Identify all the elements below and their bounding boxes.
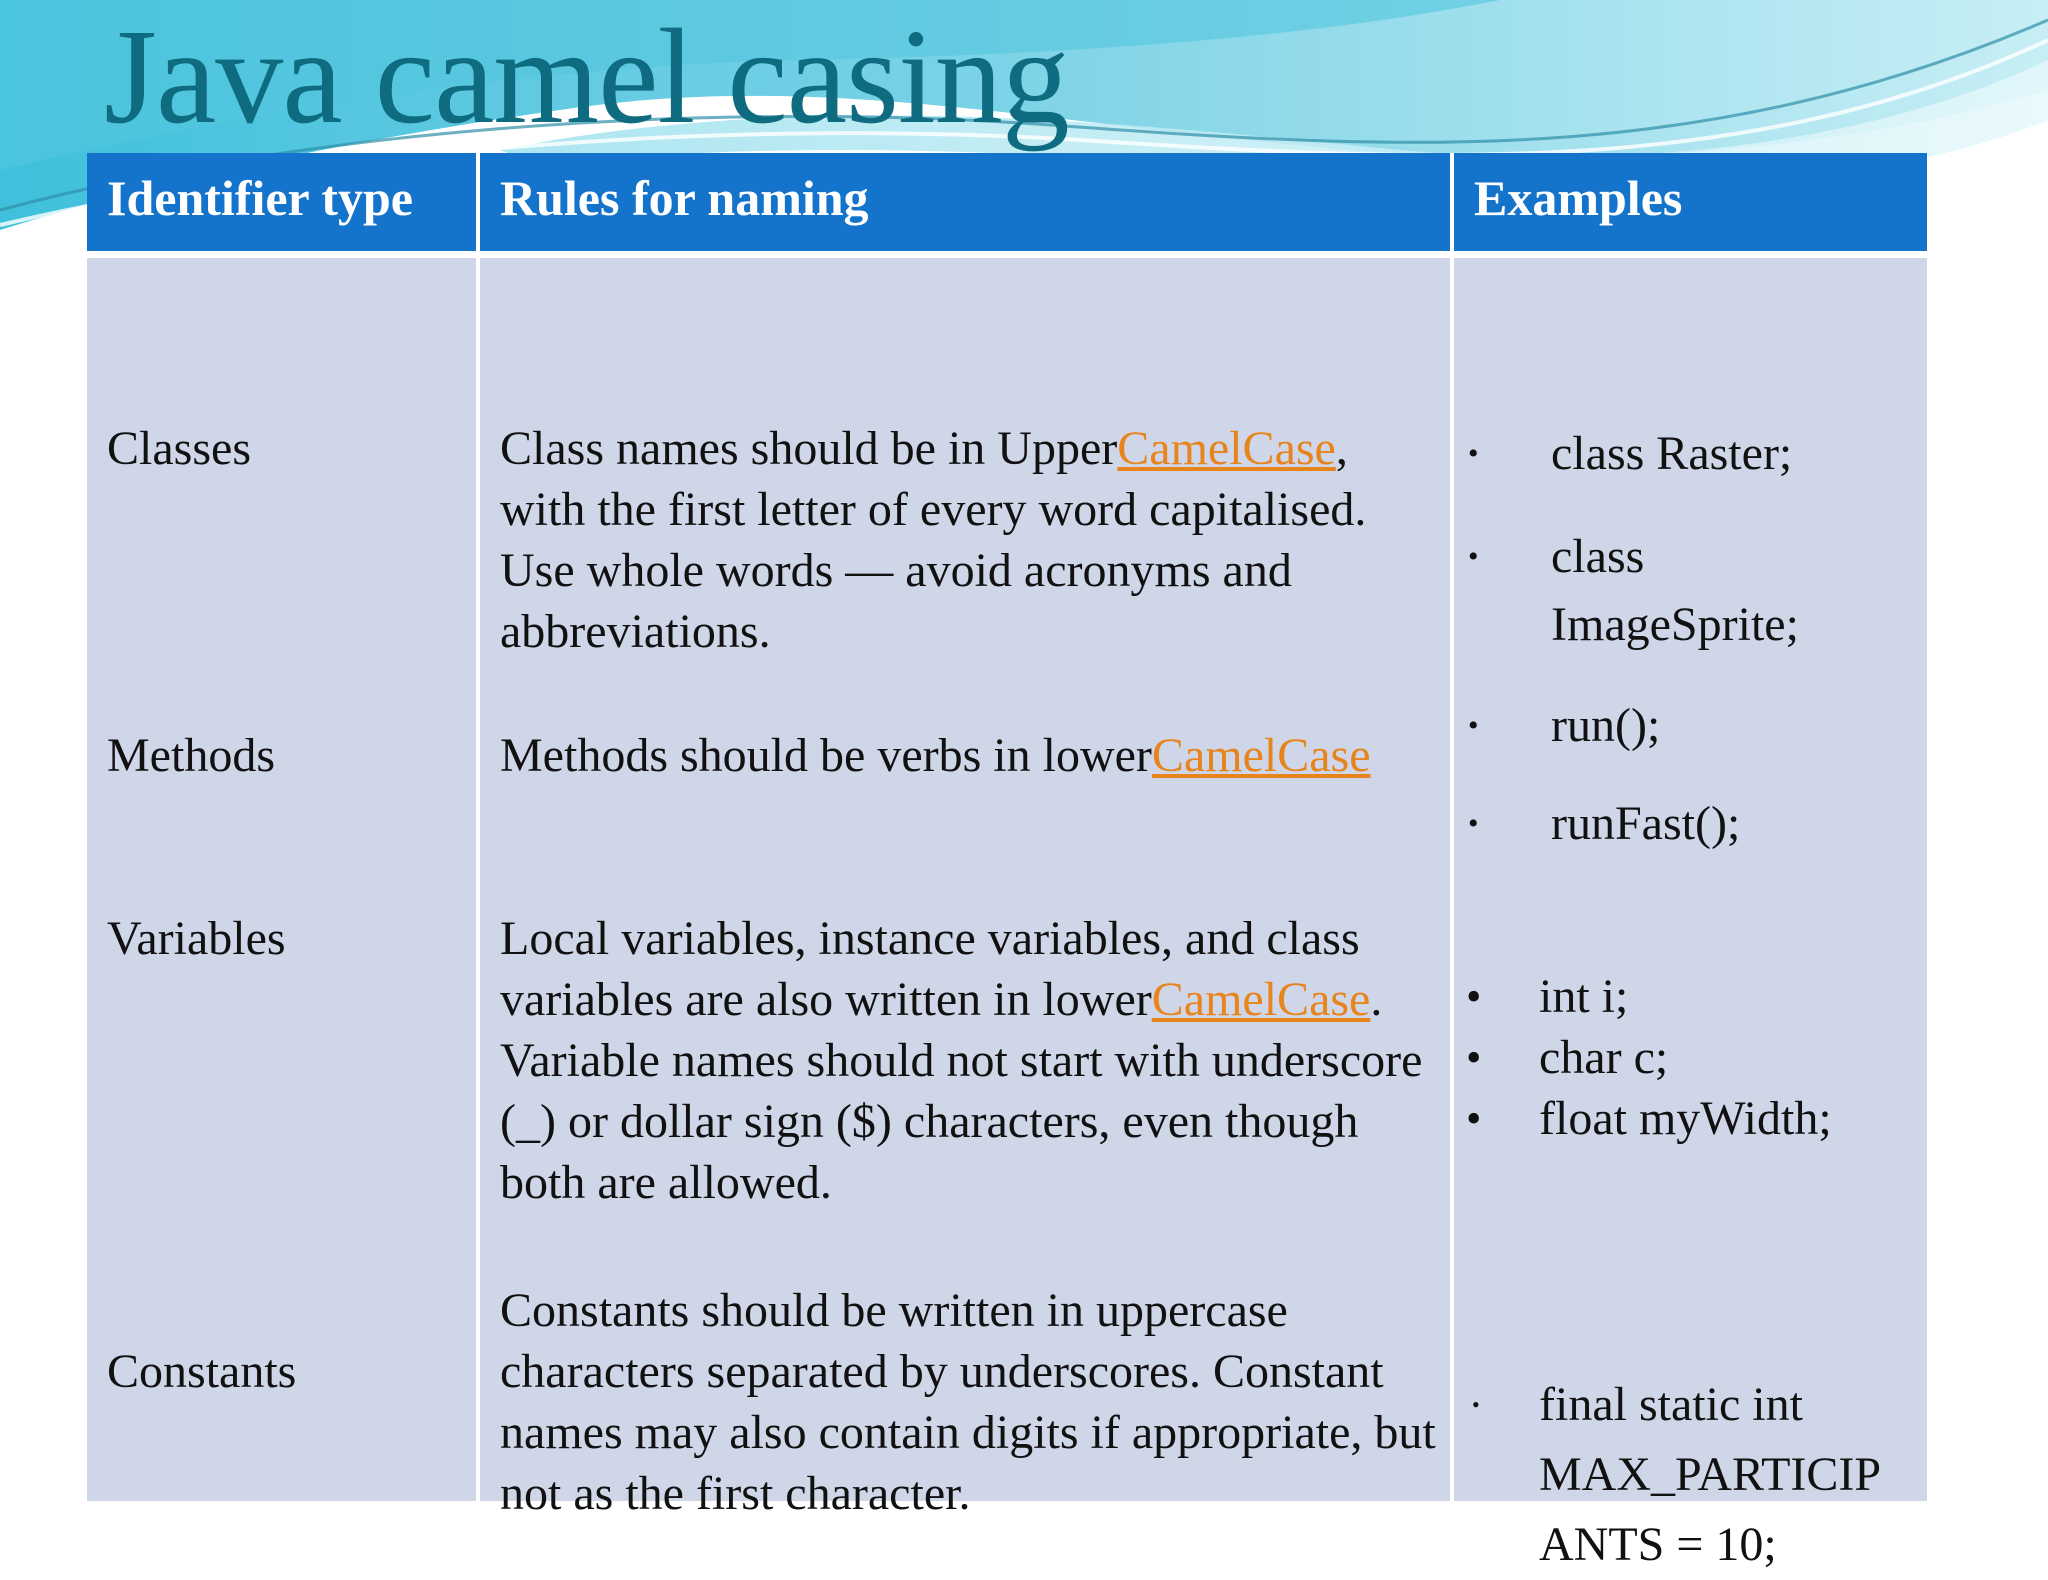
rule-methods (500, 725, 1445, 786)
examples-cell (1454, 258, 1927, 1571)
rules-cell (480, 258, 1450, 1520)
camelcase-link[interactable]: CamelCase (1151, 729, 1371, 782)
rule-variables (500, 908, 1445, 1213)
rule-methods-text-before: Methods should be verbs in lower (500, 729, 1152, 782)
bullet-icon: • (1468, 709, 1479, 742)
identifier-methods: Methods (107, 729, 275, 782)
example-text: MAX_PARTICIP (1539, 1448, 1882, 1501)
rule-classes-text-after: , with the first letter of every word capitalised. Use whole words — avoid acronyms and abbreviations. (500, 422, 1367, 658)
example-text: int i; (1539, 970, 1629, 1023)
identifier-constants: Constants (107, 1345, 297, 1398)
header-rules-for-naming (480, 153, 1450, 251)
example-text: char c; (1539, 1031, 1669, 1084)
naming-rules-table (87, 153, 1927, 1571)
example-text: class (1551, 530, 1645, 583)
slide-title: Java camel casing (104, 2, 1069, 152)
example-text: ImageSprite; (1551, 598, 1799, 651)
example-text: class Raster; (1551, 427, 1793, 480)
rule-variables-text-after: . Variable names should not start with underscore (_) or dollar sign ($) characters, even though both are allowed. (500, 973, 1423, 1209)
example-text: run(); (1551, 699, 1661, 752)
example-text: ANTS = 10; (1539, 1518, 1777, 1571)
header-identifier-type (87, 153, 476, 251)
header-examples (1454, 153, 1927, 251)
bullet-icon: • (1468, 807, 1479, 840)
bullet-icon: • (1466, 972, 1482, 1021)
rule-classes-text-before: Class names should be in Upper (500, 422, 1118, 475)
example-text: final static int (1539, 1378, 1803, 1431)
header-rules-for-naming-label: Rules for naming (500, 170, 869, 226)
bullet-icon: • (1472, 1392, 1480, 1417)
rule-variables-text-before: Local variables, instance variables, and class variables are also written in lower (500, 912, 1360, 1026)
bullet-icon: • (1466, 1033, 1482, 1082)
example-text: float myWidth; (1539, 1092, 1832, 1145)
camelcase-link[interactable]: CamelCase (1151, 973, 1371, 1026)
bullet-icon: • (1468, 437, 1479, 470)
bullet-icon: • (1468, 540, 1479, 573)
identifier-type-cell (87, 258, 476, 1501)
example-text: runFast(); (1551, 797, 1741, 850)
identifier-variables: Variables (107, 912, 286, 965)
rule-classes (500, 418, 1445, 662)
identifier-classes: Classes (107, 422, 251, 475)
header-identifier-type-label: Identifier type (107, 170, 413, 226)
rule-constants: Constants should be written in uppercase characters separated by underscores. Constant names may also contain digits if appropriate, but not as the first character. (500, 1284, 1436, 1520)
camelcase-link[interactable]: CamelCase (1117, 422, 1336, 475)
header-examples-label: Examples (1474, 170, 1683, 226)
bullet-icon: • (1466, 1094, 1482, 1143)
